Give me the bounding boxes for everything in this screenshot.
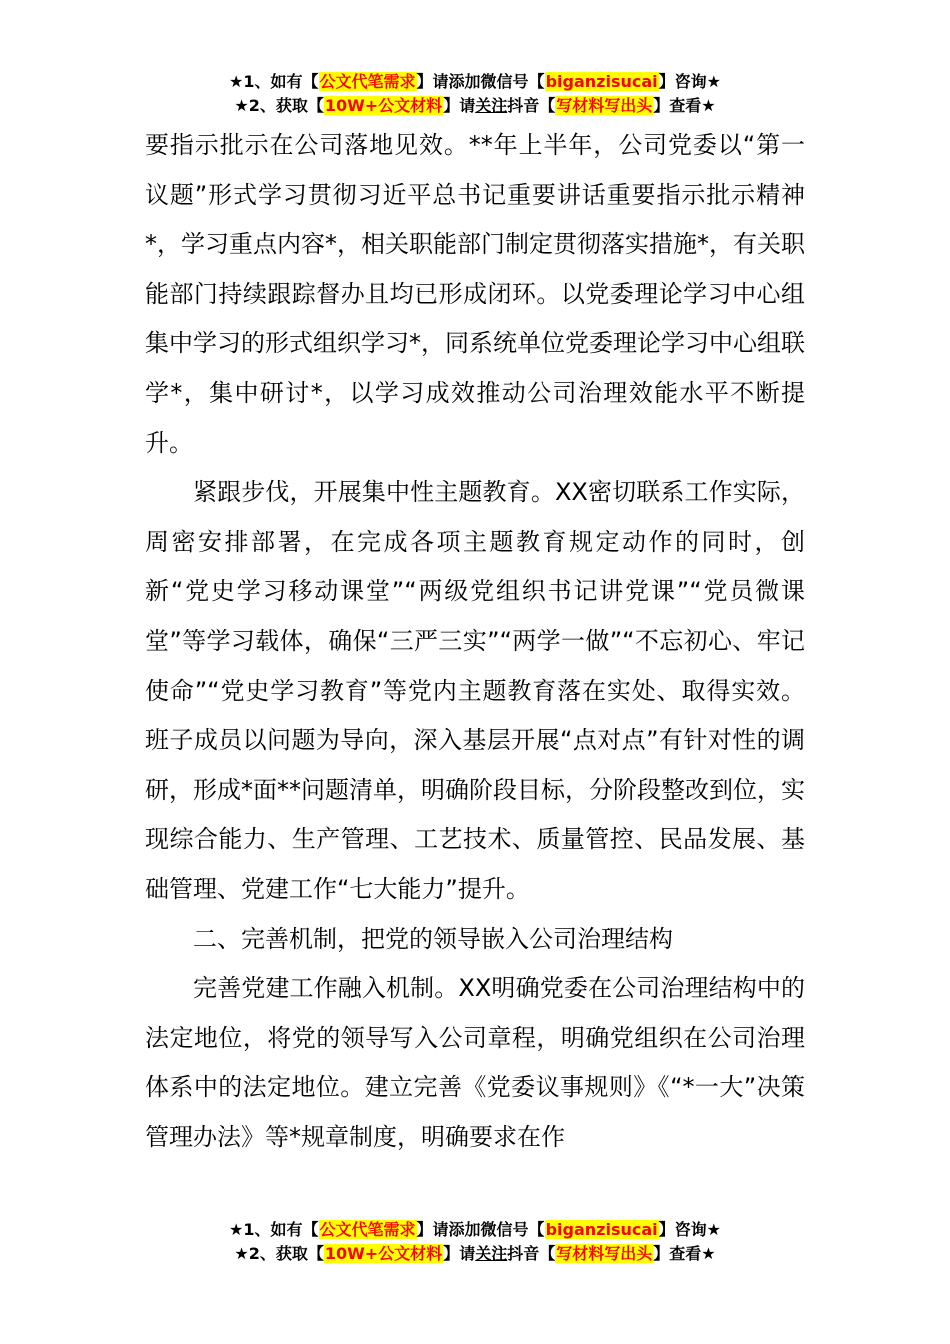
banner-text: 】请: [443, 1244, 476, 1263]
banner-text: 微信号【: [480, 1220, 545, 1239]
banner-line-2: [0, 1242, 950, 1266]
emphasis-text: 关注: [475, 1244, 508, 1263]
paragraph: 完善党建工作融入机制。XX明确党委在公司治理结构中的法定地位，将党的领导写入公司章程，明确党组织在公司治理体系中的法定地位。建立完善《党委议事规则》《“*一大”决策管理办法》等*规章制度，明确要求在作: [145, 974, 805, 1151]
document-body: [145, 121, 805, 1162]
banner-line-2: [0, 94, 950, 118]
banner-text: ★1、如有【: [229, 72, 319, 91]
bottom-banner: [0, 1218, 950, 1266]
banner-text: ★2、获取【: [234, 1244, 324, 1263]
banner-text: 抖音【: [507, 1244, 556, 1263]
paragraph: 要指示批示在公司落地见效。**年上半年，公司党委以“第一议题”形式学习贯彻习近平总书记重要讲话重要指示批示精神*，学习重点内容*，相关职能部门制定贯彻落实措施*，有关职能部门持续跟踪督办且均已形成闭环。以党委理论学习中心组集中学习的形式组织学习*，同系统单位党委理论学习中心组联学*，集中研讨*，以学习成效推动公司治理效能水平不断提升。: [145, 131, 805, 457]
banner-text: ★1、如有【: [229, 1220, 319, 1239]
emphasis-text: 关注: [475, 96, 508, 115]
section-heading: 二、完善机制，把党的领导嵌入公司治理结构: [193, 924, 673, 953]
banner-text: 】咨询★: [658, 72, 721, 91]
banner-text: 】查看★: [653, 96, 716, 115]
banner-text: ★2、获取【: [234, 96, 324, 115]
highlight-text: 10W+公文材料: [324, 96, 443, 115]
banner-text: 】请: [416, 1220, 449, 1239]
banner-text: 】请: [443, 96, 476, 115]
highlight-text: biganzisucai: [545, 1220, 658, 1239]
banner-line-1: [0, 1218, 950, 1242]
highlight-text: 写材料写出头: [556, 96, 653, 115]
highlight-text: 10W+公文材料: [324, 1244, 443, 1263]
banner-line-1: [0, 70, 950, 94]
highlight-text: 公文代笔需求: [319, 1220, 416, 1239]
banner-text: 微信号【: [480, 72, 545, 91]
paragraph: 紧跟步伐，开展集中性主题教育。XX密切联系工作实际，周密安排部署，在完成各项主题教育规定动作的同时，创新“党史学习移动课堂”“两级党组织书记讲党课”“党员微课堂”等学习载体，确保“三严三实”“两学一做”“不忘初心、牢记使命”“党史学习教育”等党内主题教育落在实处、取得实效。班子成员以问题为导向，深入基层开展“点对点”有针对性的调研，形成*面**问题清单，明确阶段目标，分阶段整改到位，实现综合能力、生产管理、工艺技术、质量管控、民品发展、基础管理、党建工作“七大能力”提升。: [145, 478, 805, 903]
highlight-text: biganzisucai: [545, 72, 658, 91]
banner-text: 】咨询★: [658, 1220, 721, 1239]
banner-text: 】查看★: [653, 1244, 716, 1263]
highlight-text: 写材料写出头: [556, 1244, 653, 1263]
emphasis-text: 添加: [448, 1220, 481, 1239]
banner-text: 抖音【: [507, 96, 556, 115]
banner-text: 】请: [416, 72, 449, 91]
highlight-text: 公文代笔需求: [319, 72, 416, 91]
top-banner: [0, 70, 950, 118]
emphasis-text: 添加: [448, 72, 481, 91]
